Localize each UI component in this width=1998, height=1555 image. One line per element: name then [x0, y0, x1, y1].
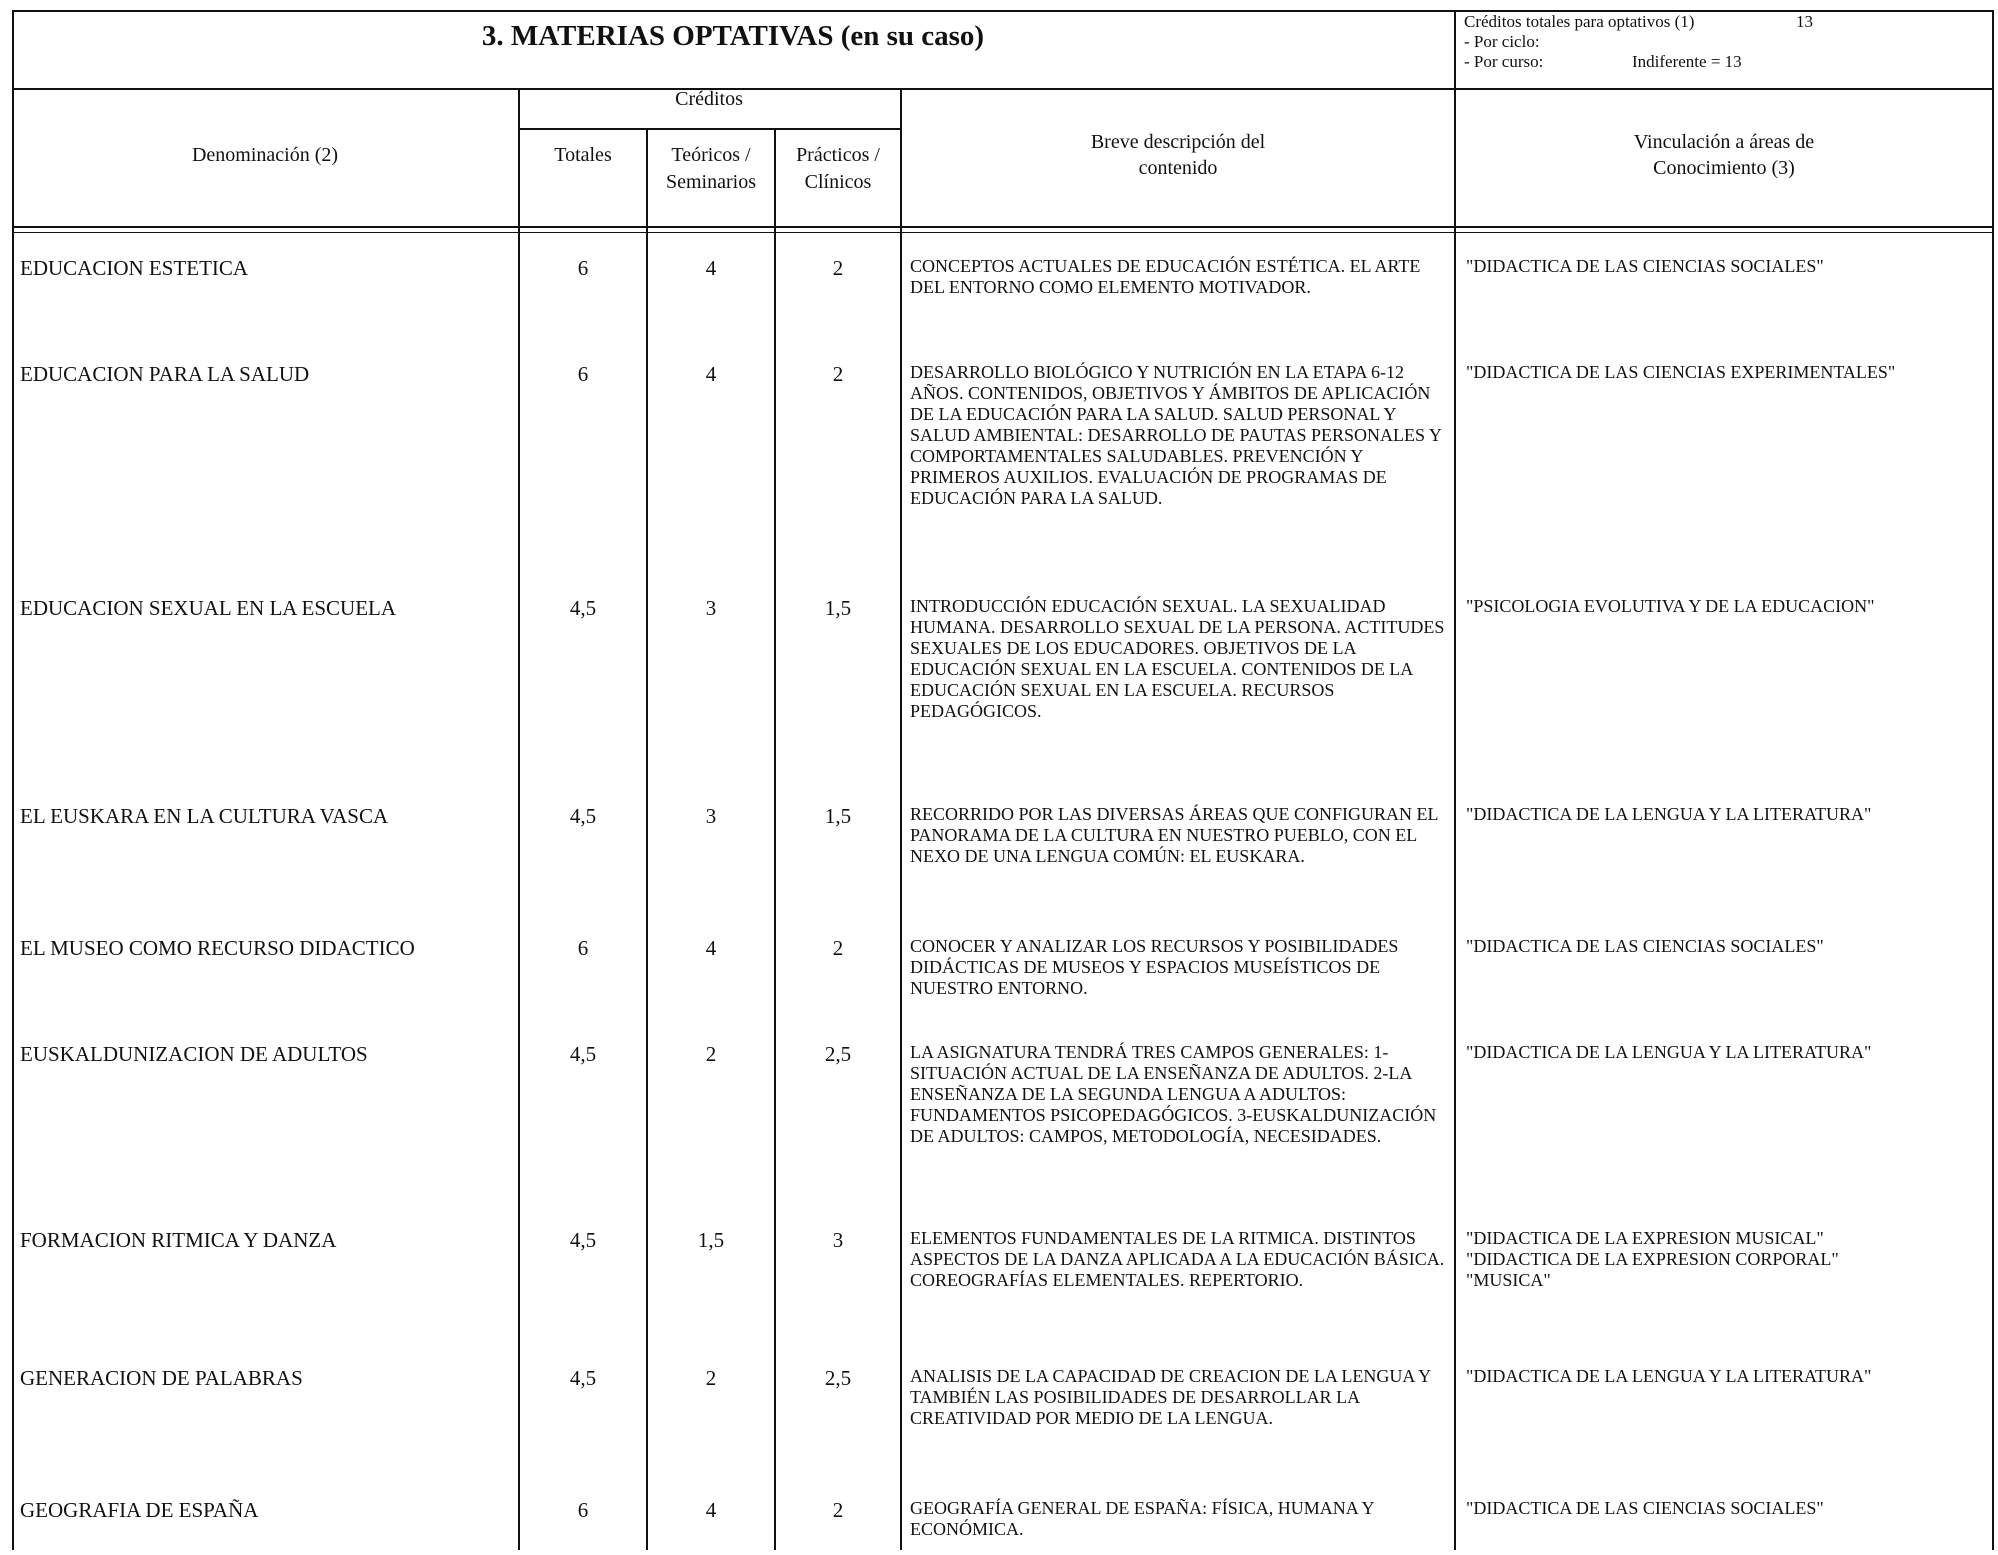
credit-total-label: Créditos totales para optativos (1) [1464, 12, 1695, 31]
optional-subjects-form [12, 10, 1994, 1550]
credit-ciclo-label: - Por ciclo: [1464, 32, 1540, 51]
subject-description: RECORRIDO POR LAS DIVERSAS ÁREAS QUE CONFIGURAN EL PANORAMA DE LA CULTURA EN NUESTRO PUEBLO, CON EL NEXO DE UNA LENGUA COMÚN: EL EUSKARA. [910, 804, 1438, 866]
credit-curso-value: Indiferente = 13 [1632, 52, 1742, 71]
subject-teoricos: 4 [705, 1498, 717, 1522]
header-creditos: Créditos [675, 88, 743, 110]
subject-description: INTRODUCCIÓN EDUCACIÓN SEXUAL. LA SEXUALIDAD HUMANA. DESARROLLO SEXUAL DE LA PERSONA. ACTITUDES SEXUALES DE LOS EDUCADORES. OBJETIVOS DE LA EDUCACIÓN SEXUAL EN LA ESCUELA. CONTENIDOS DE LA EDUCACIÓN SEXUAL EN LA ESCUELA. RECURSOS PEDAGÓGICOS. [910, 596, 1445, 721]
subject-practicos: 1,5 [824, 596, 852, 620]
subject-practicos: 2 [832, 362, 844, 386]
subject-name: EDUCACION SEXUAL EN LA ESCUELA [20, 596, 397, 620]
subject-totales: 4,5 [569, 1366, 597, 1390]
subject-areas: "PSICOLOGIA EVOLUTIVA Y DE LA EDUCACION" [1466, 596, 1875, 616]
subject-description: ELEMENTOS FUNDAMENTALES DE LA RITMICA. DISTINTOS ASPECTOS DE LA DANZA APLICADA A LA EDUCACIÓN BÁSICA. COREOGRAFÍAS ELEMENTALES. REPERTORIO. [910, 1228, 1445, 1290]
header-vinculacion: Vinculación a áreas de Conocimiento (3) [1633, 131, 1815, 179]
subject-areas: "DIDACTICA DE LA EXPRESION MUSICAL" "DIDACTICA DE LA EXPRESION CORPORAL" "MUSICA" [1466, 1228, 1839, 1290]
subject-teoricos: 3 [705, 804, 717, 828]
subject-description: CONOCER Y ANALIZAR LOS RECURSOS Y POSIBILIDADES DIDÁCTICAS DE MUSEOS Y ESPACIOS MUSEÍSTICOS DE NUESTRO ENTORNO. [910, 936, 1399, 998]
subject-description: ANALISIS DE LA CAPACIDAD DE CREACION DE LA LENGUA Y TAMBIÉN LAS POSIBILIDADES DE DESARROLLAR LA CREATIVIDAD POR MEDIO DE LA LENGUA. [910, 1366, 1431, 1428]
subject-name: GENERACION DE PALABRAS [20, 1366, 303, 1390]
credit-curso-row [1464, 52, 1984, 72]
subject-areas: "DIDACTICA DE LAS CIENCIAS SOCIALES" [1466, 936, 1824, 956]
credit-total-value: 13 [1796, 12, 1813, 31]
subject-name: FORMACION RITMICA Y DANZA [20, 1228, 337, 1252]
subject-practicos: 1,5 [824, 804, 852, 828]
subject-name: EDUCACION ESTETICA [20, 256, 249, 280]
subject-description: CONCEPTOS ACTUALES DE EDUCACIÓN ESTÉTICA. EL ARTE DEL ENTORNO COMO ELEMENTO MOTIVADOR. [910, 256, 1421, 297]
col-divider-practicos [774, 128, 776, 1550]
subject-teoricos: 4 [705, 936, 717, 960]
subject-name: GEOGRAFIA DE ESPAÑA [20, 1498, 259, 1522]
subject-teoricos: 3 [705, 596, 717, 620]
subject-totales: 6 [577, 936, 589, 960]
subject-name: EUSKALDUNIZACION DE ADULTOS [20, 1042, 368, 1066]
col-divider-teoricos [646, 128, 648, 1550]
subject-totales: 4,5 [569, 596, 597, 620]
subject-totales: 6 [577, 1498, 589, 1522]
subject-areas: "DIDACTICA DE LAS CIENCIAS SOCIALES" [1466, 1498, 1824, 1518]
left-border [12, 10, 14, 1550]
subject-totales: 4,5 [569, 804, 597, 828]
header-bottom-rule-2 [12, 232, 1994, 233]
subject-practicos: 2,5 [824, 1042, 852, 1066]
subject-totales: 4,5 [569, 1042, 597, 1066]
subject-areas: "DIDACTICA DE LA LENGUA Y LA LITERATURA" [1466, 804, 1872, 824]
subject-teoricos: 2 [705, 1042, 717, 1066]
subject-areas: "DIDACTICA DE LA LENGUA Y LA LITERATURA" [1466, 1042, 1872, 1062]
subject-totales: 4,5 [569, 1228, 597, 1252]
subject-name: EL MUSEO COMO RECURSO DIDACTICO [20, 936, 415, 960]
subject-practicos: 2,5 [824, 1366, 852, 1390]
subject-areas: "DIDACTICA DE LAS CIENCIAS EXPERIMENTALES" [1466, 362, 1896, 382]
subject-description: DESARROLLO BIOLÓGICO Y NUTRICIÓN EN LA ETAPA 6-12 AÑOS. CONTENIDOS, OBJETIVOS Y ÁMBITOS DE APLICACIÓN DE LA EDUCACIÓN PARA LA SALUD. SALUD PERSONAL Y SALUD AMBIENTAL: DESARROLLO DE PAUTAS PERSONALES Y COMPORTAMENTALES SALUDABLES. PREVENCIÓN Y PRIMEROS AUXILIOS. EVALUACIÓN DE PROGRAMAS DE EDUCACIÓN PARA LA SALUD. [910, 362, 1442, 508]
credit-curso-label: - Por curso: [1464, 52, 1544, 71]
credit-total-row [1464, 12, 1984, 32]
credit-ciclo-row [1464, 32, 1984, 52]
subject-teoricos: 4 [705, 362, 717, 386]
subject-teoricos: 2 [705, 1366, 717, 1390]
col-divider-vinculacion [1454, 10, 1456, 1550]
subject-practicos: 2 [832, 256, 844, 280]
subject-areas: "DIDACTICA DE LA LENGUA Y LA LITERATURA" [1466, 1366, 1872, 1386]
subject-practicos: 3 [832, 1228, 844, 1252]
header-teoricos: Teóricos / Seminarios [666, 144, 756, 193]
subject-name: EL EUSKARA EN LA CULTURA VASCA [20, 804, 389, 828]
subject-areas: "DIDACTICA DE LAS CIENCIAS SOCIALES" [1466, 256, 1824, 276]
credit-summary [1464, 12, 1984, 88]
subject-teoricos: 4 [705, 256, 717, 280]
right-border [1992, 10, 1994, 1550]
col-divider-descripcion [900, 88, 902, 1550]
subject-description: GEOGRAFÍA GENERAL DE ESPAÑA: FÍSICA, HUMANA Y ECONÓMICA. [910, 1498, 1374, 1539]
subject-name: EDUCACION PARA LA SALUD [20, 362, 310, 386]
header-totales: Totales [554, 144, 612, 166]
header-practicos: Prácticos / Clínicos [796, 144, 880, 193]
subject-totales: 6 [577, 256, 589, 280]
subject-description: LA ASIGNATURA TENDRÁ TRES CAMPOS GENERALES: 1-SITUACIÓN ACTUAL DE LA ENSEÑANZA DE ADULTOS. 2-LA ENSEÑANZA DE LA SEGUNDA LENGUA A ADULTOS: FUNDAMENTOS PSICOPEDAGÓGICOS. 3-EUSKALDUNIZACIÓN DE ADULTOS: CAMPOS, METODOLOGÍA, NECESIDADES. [910, 1042, 1437, 1146]
header-descripcion: Breve descripción del contenido [1090, 131, 1266, 179]
section-title: 3. MATERIAS OPTATIVAS (en su caso) [481, 19, 985, 52]
creditos-rule [518, 128, 902, 130]
header-denominacion: Denominación (2) [191, 144, 339, 166]
subject-totales: 6 [577, 362, 589, 386]
subject-practicos: 2 [832, 936, 844, 960]
subject-teoricos: 1,5 [697, 1228, 725, 1252]
subject-practicos: 2 [832, 1498, 844, 1522]
